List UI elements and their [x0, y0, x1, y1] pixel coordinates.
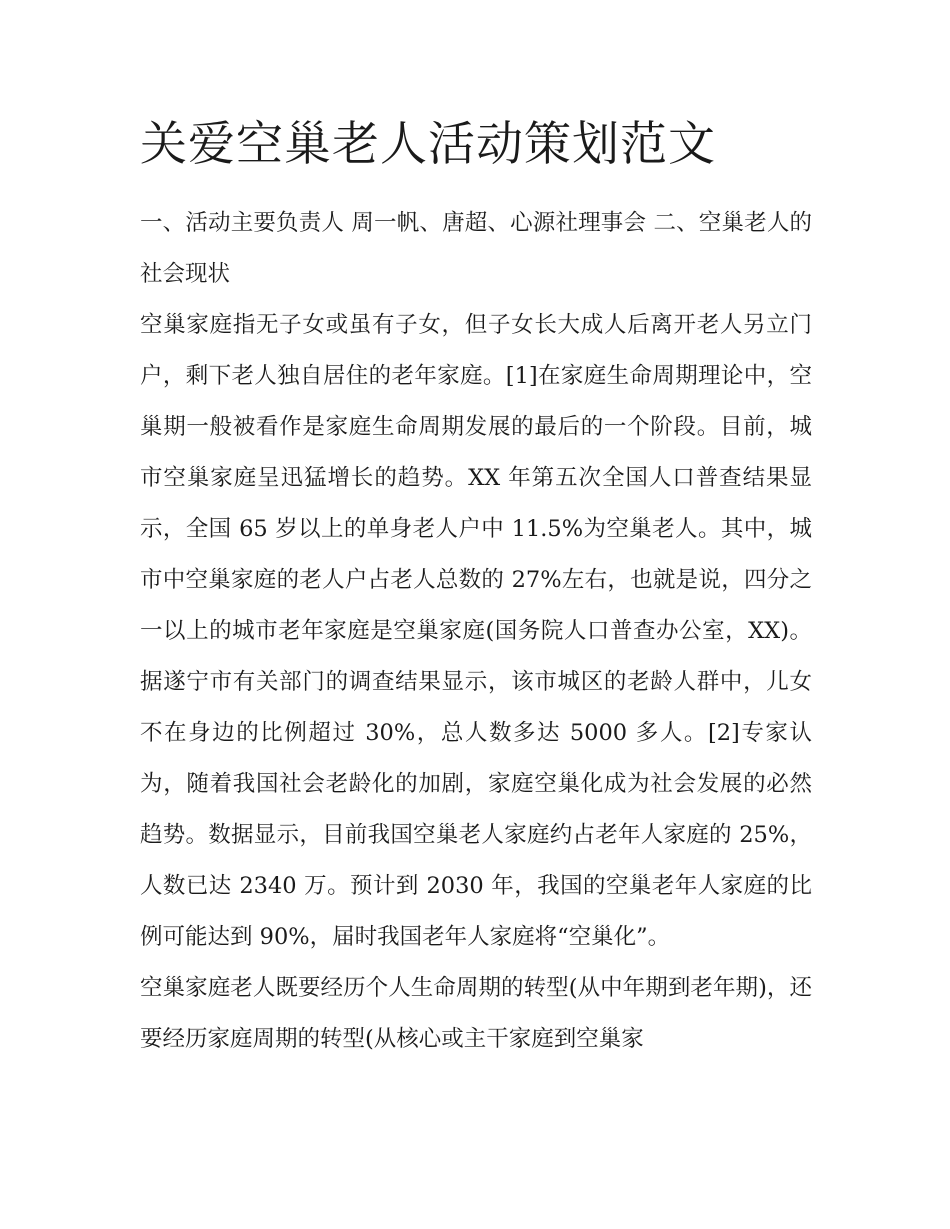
paragraph-2: 空巢家庭指无子女或虽有子女，但子女长大成人后离开老人另立门户，剩下老人独自居住的老年家庭。[1]在家庭生命周期理论中，空巢期一般被看作是家庭生命周期发展的最后的一个阶段。目前，城市空巢家庭呈迅猛增长的趋势。XX 年第五次全国人口普查结果显示，全国 65 岁以上的单身老人户中 11.5%为空巢老人。其中，城市中空巢家庭的老人户占老人总数的 27%左右，也就是说，四分之一以上的城市老年家庭是空巢家庭(国务院人口普查办公室，XX)。据遂宁市有关部门的调查结果显示，该市城区的老龄人群中，儿女不在身边的比例超过 30%，总人数多达 5000 多人。[2]专家认为，随着我国社会老龄化的加剧，家庭空巢化成为社会发展的必然趋势。数据显示，目前我国空巢老人家庭约占老年人家庭的 25%，人数已达 2340 万。预计到 2030 年，我国的空巢老年人家庭的比例可能达到 90%，届时我国老年人家庭将“空巢化”。: [140, 312, 812, 950]
paragraph-3: 空巢家庭老人既要经历个人生命周期的转型(从中年期到老年期)，还要经历家庭周期的转型(从核心或主干家庭到空巢家: [140, 975, 812, 1052]
document-body: [140, 112, 812, 1065]
document-title: 关爱空巢老人活动策划范文: [140, 117, 716, 172]
paragraph-1: 一、活动主要负责人 周一帆、唐超、心源社理事会 二、空巢老人的社会现状: [140, 210, 812, 287]
